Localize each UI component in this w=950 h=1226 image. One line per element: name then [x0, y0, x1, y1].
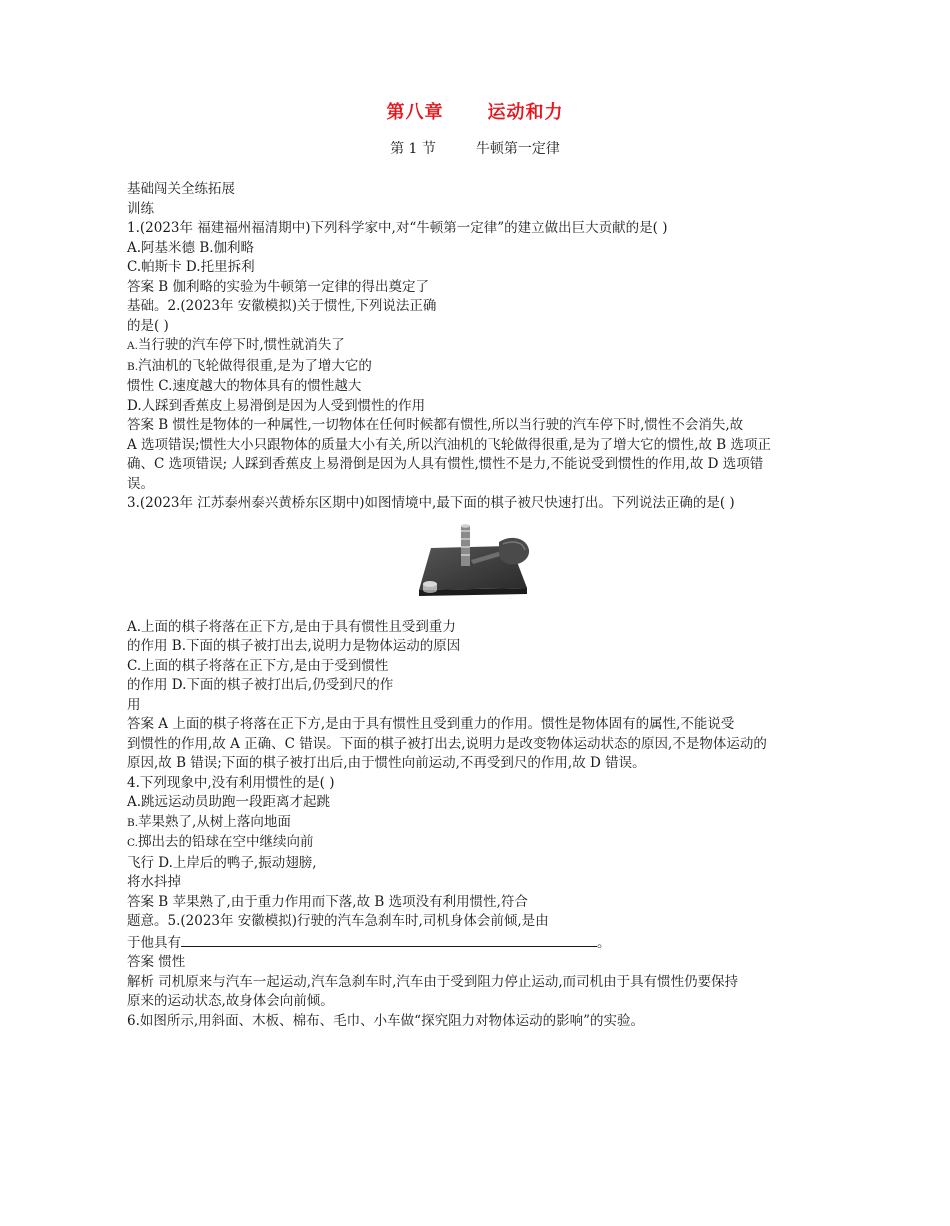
section-heading: 基础闯关全练拓展 [127, 181, 235, 197]
blank-suffix: 。 [597, 934, 611, 951]
chess-pieces-figure [127, 520, 817, 616]
q2-answer-cont: A 选项错误;惯性大小只跟物体的质量大小有关,所以汽油机的飞轮做得很重,是为了增大它的惯性,故 B 选项正 [127, 436, 771, 453]
q3-option-c: C.上面的棋子将落在正下方,是由于受到惯性 [127, 657, 389, 674]
option-text: 苹果熟了,从树上落向地面 [138, 813, 291, 830]
q1-options-ab: A.阿基米德 B.伽利略 [127, 239, 255, 256]
q2-question-cont: 的是( ) [127, 317, 169, 334]
q2-option-b-cont: 惯性 C.速度越大的物体具有的惯性越大 [127, 378, 362, 394]
q2-option-d: D.人踩到香蕉皮上易滑倒是因为人受到惯性的作用 [127, 397, 426, 414]
option-letter: B. [127, 816, 139, 829]
q4-option-d-end: 将水抖掉 [127, 874, 181, 890]
option-text: 汽油机的飞轮做得很重,是为了增大它的 [138, 357, 372, 374]
q4-answer: 答案 B 苹果熟了,由于重力作用而下落,故 B 选项没有利用惯性,符合 [127, 893, 528, 910]
chess-pieces-illustration [419, 520, 531, 610]
q4-option-b [127, 813, 817, 834]
question-3: 3.(2023年 江苏泰州泰兴黄桥东区期中)如图情境中,最下面的棋子被尺快速打出。下列说法正确的是( ) [127, 495, 735, 511]
q2-option-a [127, 336, 817, 357]
blank-prefix: 于他具有 [127, 934, 181, 951]
q2-option-b [127, 357, 817, 378]
question-4: 4.下列现象中,没有利用惯性的是( ) [127, 774, 335, 791]
q3-option-a-cont: 的作用 B.下面的棋子被打出去,说明力是物体运动的原因 [127, 638, 461, 654]
answer-blank [181, 932, 597, 947]
q3-answer-cont: 到惯性的作用,故 A 正确、C 错误。下面的棋子被打出去,说明力是改变物体运动状态的原因,不是物体运动的 [127, 735, 767, 752]
q3-option-d-end: 用 [127, 696, 141, 713]
q4-option-c [127, 833, 817, 854]
question-5: 题意。5.(2023年 安徽模拟)行驶的汽车急刹车时,司机身体会前倾,是由 [127, 913, 549, 929]
q2-answer-end: 误。 [127, 475, 154, 492]
q1-options-cd: C.帕斯卡 D.托里拆利 [127, 259, 255, 275]
option-letter: C. [127, 837, 138, 849]
q3-option-a: A.上面的棋子将落在正下方,是由于具有惯性且受到重力 [127, 618, 456, 635]
q5-explanation-cont: 原来的运动状态,故身体会向前倾。 [127, 993, 334, 1009]
q2-answer-cont: 确、C 选项错误; 人踩到香蕉皮上易滑倒是因为人具有惯性,惯性不是力,不能说受到惯性的作用,故 D 选项错 [127, 456, 764, 472]
chapter-topic: 运动和力 [487, 102, 564, 123]
document-body [127, 180, 817, 1031]
q3-option-c-cont: 的作用 D.下面的棋子被打出后,仍受到尺的作 [127, 677, 394, 693]
q5-blank-line [127, 932, 817, 954]
q2-answer: 答案 B 惯性是物体的一种属性,一切物体在任何时候都有惯性,所以当行驶的汽车停下时,惯性不会消失,故 [127, 417, 744, 433]
section-title [0, 138, 950, 158]
q4-option-c-cont: 飞行 D.上岸后的鸭子,振动翅膀, [127, 854, 317, 871]
q2-question: 基础。2.(2023年 安徽模拟)关于惯性,下列说法正确 [127, 298, 437, 314]
q5-answer: 答案 惯性 [127, 954, 186, 970]
option-text: 掷出去的铅球在空中继续向前 [138, 834, 314, 850]
question-6: 6.如图所示,用斜面、木板、棉布、毛巾、小车做“探究阻力对物体运动的影响”的实验。 [127, 1012, 644, 1029]
option-text: 当行驶的汽车停下时,惯性就消失了 [137, 337, 345, 353]
q5-explanation: 解析 司机原来与汽车一起运动,汽车急刹车时,汽车由于受到阻力停止运动,而司机由于具有惯性仍要保持 [127, 973, 739, 990]
section-topic: 牛顿第一定律 [475, 141, 560, 157]
chapter-title [0, 98, 950, 124]
q3-answer: 答案 A 上面的棋子将落在正下方,是由于具有惯性且受到重力的作用。惯性是物体固有的属性,不能说受 [127, 716, 735, 732]
option-letter: B. [127, 360, 139, 373]
q3-answer-end: 原因,故 B 错误;下面的棋子被打出后,由于惯性向前运动,不再受到尺的作用,故 D 错误。 [127, 755, 646, 771]
option-letter: A. [127, 340, 138, 352]
section-heading-cont: 训练 [127, 200, 154, 217]
question-1: 1.(2023年 福建福州福清期中)下列科学家中,对“牛顿第一定律”的建立做出巨大贡献的是( ) [127, 220, 668, 236]
q4-option-a: A.跳远运动员助跑一段距离才起跳 [127, 794, 331, 810]
chapter-number: 第八章 [386, 102, 444, 123]
q1-answer: 答案 B 伽利略的实验为牛顿第一定律的得出奠定了 [127, 278, 430, 295]
section-number: 第 1 节 [390, 141, 436, 157]
